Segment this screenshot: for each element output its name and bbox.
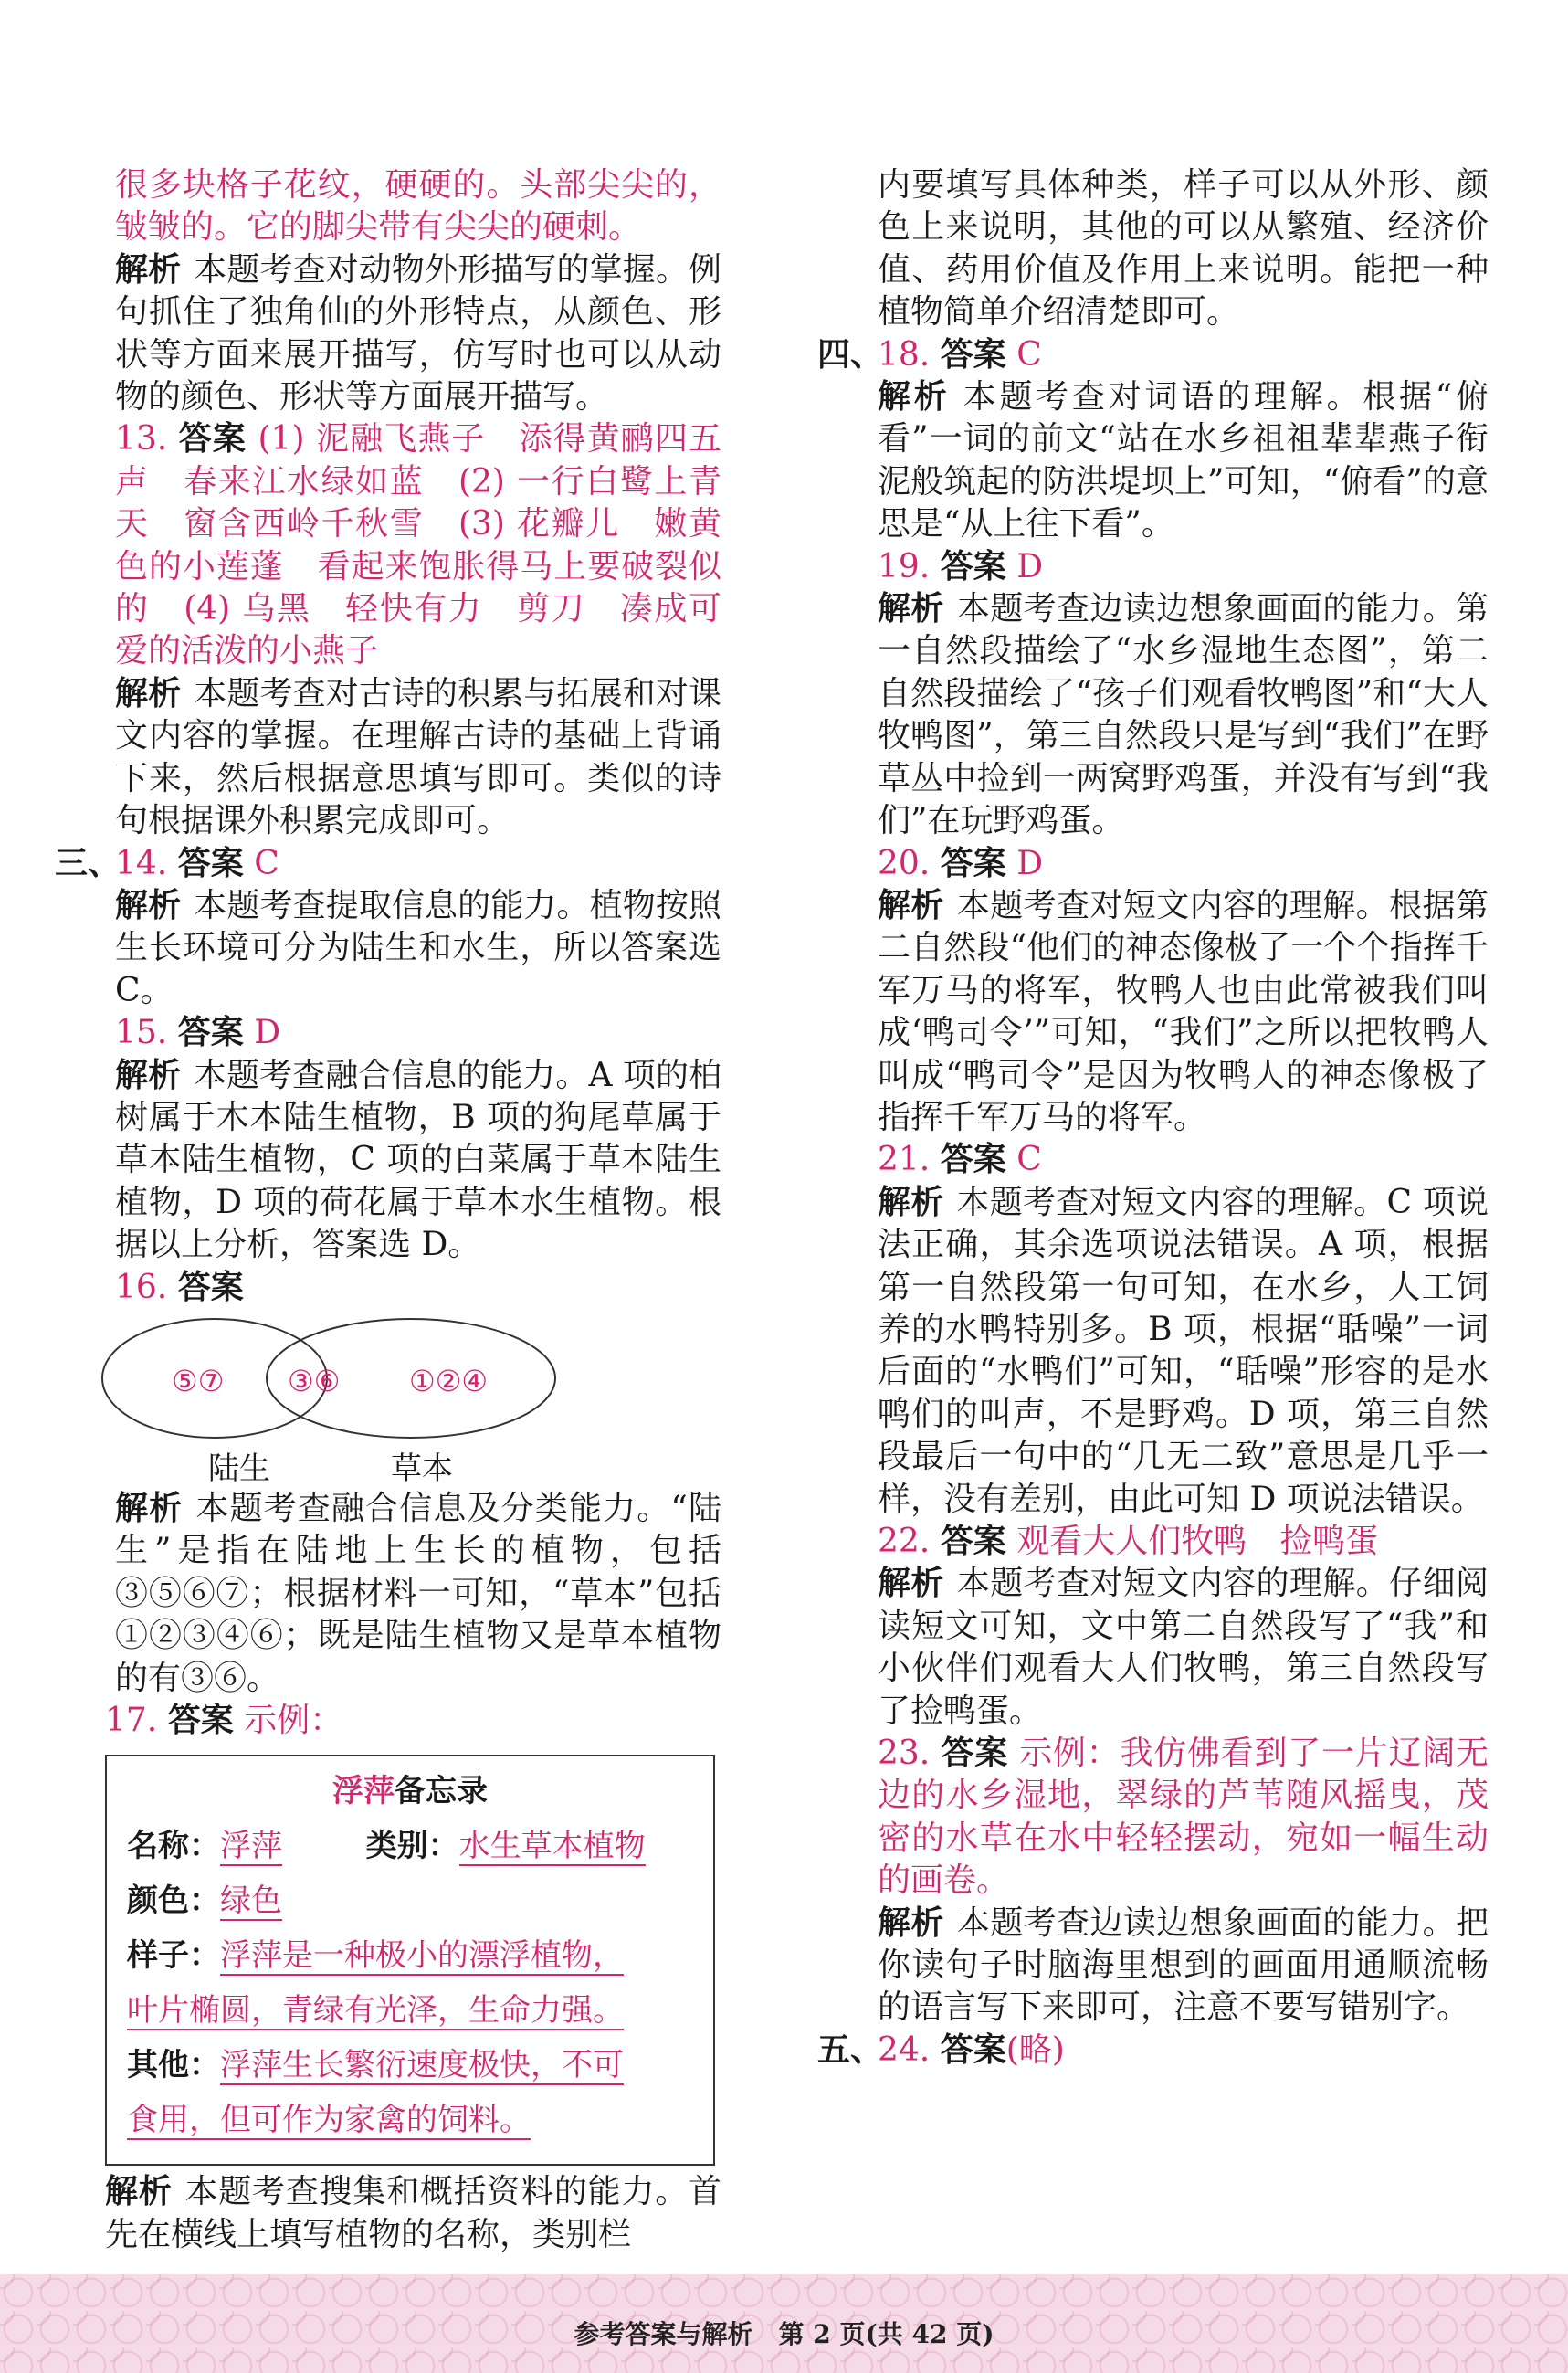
q19-answer: 19. 答案 D [878, 547, 1044, 585]
q15-analysis: 解析 本题考查融合信息的能力。A 项的柏树属于木本陆生植物，B 项的狗尾草属于草本陆生植物，C 项的白菜属于草本陆生植物，D 项的荷花属于草本水生植物。根据以上分析，答案选 D。 [115, 1056, 721, 1264]
q23-analysis: 解析 本题考查边读边想象画面的能力。把你读句子时脑海里想到的画面用通顺流畅的语言写下来即可，注意不要写错别字。 [878, 1904, 1489, 2027]
q13-analysis: 解析 本题考查对古诗的积累与拓展和对课文内容的掌握。在理解古诗的基础上背诵下来，然后根据意思填写即可。类似的诗句根据课外积累完成即可。 [115, 674, 721, 840]
venn-left-region: ⑤⑦ [172, 1363, 225, 1398]
memo-row-look: 样子：浮萍是一种极小的漂浮植物， [127, 1937, 624, 1975]
section-5-marker: 五、 [817, 2030, 884, 2069]
q18-answer: 四、18. 答案 C [878, 334, 1489, 376]
q21-answer: 21. 答案 C [878, 1141, 1042, 1179]
plant-memo-card [105, 1755, 715, 2166]
footer-page-number: 参考答案与解析 第 2 页(共 42 页) [574, 2319, 994, 2349]
venn-label-herb: 草本 [391, 1450, 453, 1487]
q12-answer-continuation: 很多块格子花纹，硬硬的。头部尖尖的，皱皱的。它的脚尖带有尖尖的硬刺。 [115, 166, 721, 247]
q24-answer: 五、24. 答案(略) [878, 2030, 1489, 2072]
memo-row-look-2: 叶片椭圆，青绿有光泽，生命力强。 [127, 1992, 624, 2030]
memo-row-other-2: 食用，但可作为家禽的饲料。 [127, 2102, 531, 2139]
q22-answer: 22. 答案 观看大人们牧鸭 捡鸭蛋 [878, 1523, 1379, 1560]
q18-analysis: 解析 本题考查对词语的理解。根据“俯看”一词的前文“站在水乡祖祖辈辈燕子衔泥般筑起的防洪堤坝上”可知，“俯看”的意思是“从上往下看”。 [878, 378, 1489, 543]
q16-analysis: 解析 本题考查融合信息及分类能力。“陆生”是指在陆地上生长的植物，包括③⑤⑥⑦；根据材料一可知，“草本”包括①②③④⑥；既是陆生植物又是草本植物的有③⑥。 [115, 1489, 721, 1697]
q16-answer: 16. 答案 [115, 1268, 244, 1306]
right-column [817, 164, 1489, 2072]
memo-row-name: 名称：浮萍 类别：水生草本植物 [127, 1828, 646, 1865]
page-footer [0, 2274, 1568, 2373]
q21-analysis: 解析 本题考查对短文内容的理解。C 项说法正确，其余选项说法错误。A 项，根据第一自然段第一句可知，在水乡，人工饲养的水鸭特别多。B 项，根据“聒噪”一词后面的“水鸭们”可知，“聒噪”形容的是水鸭们的叫声，不是野鸡。D 项，第三自然段最后一句中的“几无二致”意思是几乎一样，没有差别，由此可知 D 项说法错误。 [878, 1183, 1489, 1518]
q12-analysis: 解析 本题考查对动物外形描写的掌握。例句抓住了独角仙的外形特点，从颜色、形状等方面来展开描写，仿写时也可以从动物的颜色、形状等方面展开描写。 [115, 250, 721, 417]
q20-answer: 20. 答案 D [878, 844, 1044, 882]
venn-right-region: ①②④ [409, 1363, 489, 1398]
venn-diagram [100, 1314, 557, 1488]
section-3-marker: 三、 [55, 844, 121, 882]
venn-intersection-region: ③⑥ [288, 1363, 341, 1398]
memo-row-color: 颜色：绿色 [127, 1883, 282, 1920]
q22-analysis: 解析 本题考查对短文内容的理解。仔细阅读短文可知，文中第二自然段写了“我”和小伙伴们观看大人们牧鸭，第三自然段写了捡鸭蛋。 [878, 1565, 1489, 1730]
left-column [55, 164, 721, 2256]
q23-answer: 23. 答案 示例：我仿佛看到了一片辽阔无边的水乡湿地，翠绿的芦苇随风摇曳，茂密的水草在水中轻轻摆动，宛如一幅生动的画卷。 [878, 1735, 1489, 1900]
q15-answer: 15. 答案 D [115, 1014, 281, 1052]
q19-analysis: 解析 本题考查边读边想象画面的能力。第一自然段描绘了“水乡湿地生态图”，第二自然段描绘了“孩子们观看牧鸭图”和“大人牧鸭图”，第三自然段只是写到“我们”在野草丛中捡到一两窝野鸡蛋，并没有写到“我们”在玩野鸡蛋。 [878, 590, 1489, 840]
q14-analysis: 解析 本题考查提取信息的能力。植物按照生长环境可分为陆生和水生，所以答案选 C。 [115, 886, 721, 1009]
q17-answer: 17. 答案 示例： [105, 1702, 343, 1739]
venn-label-land: 陆生 [208, 1450, 270, 1487]
section-4-marker: 四、 [817, 335, 884, 374]
q13-answer: 13. 答案 (1) 泥融飞燕子 添得黄鹂四五声 春来江水绿如蓝 (2) 一行白鹭上青天 窗含西岭千秋雪 (3) 花瓣儿 嫩黄色的小莲蓬 看起来饱胀得马上要破裂似的 (4) 乌黑 轻快有力 剪刀 凑成可爱的活泼的小燕子 [115, 420, 721, 670]
memo-title: 浮萍备忘录 [332, 1773, 488, 1810]
q20-analysis: 解析 本题考查对短文内容的理解。根据第二自然段“他们的神态像极了一个个指挥千军万马的将军，牧鸭人也由此常被我们叫成‘鸭司令’”可知，“我们”之所以把牧鸭人叫成“鸭司令”是因为牧鸭人的神态像极了指挥千军万马的将军。 [878, 886, 1489, 1136]
memo-row-other: 其他：浮萍生长繁衍速度极快，不可 [127, 2047, 624, 2084]
q14-answer: 三、14. 答案 C [115, 843, 721, 885]
q17-analysis: 解析 本题考查搜集和概括资料的能力。首先在横线上填写植物的名称，类别栏 [105, 2173, 721, 2253]
q17-analysis-continuation: 内要填写具体种类，样子可以从外形、颜色上来说明，其他的可以从繁殖、经济价值、药用价值及作用上来说明。能把一种植物简单介绍清楚即可。 [878, 166, 1489, 332]
